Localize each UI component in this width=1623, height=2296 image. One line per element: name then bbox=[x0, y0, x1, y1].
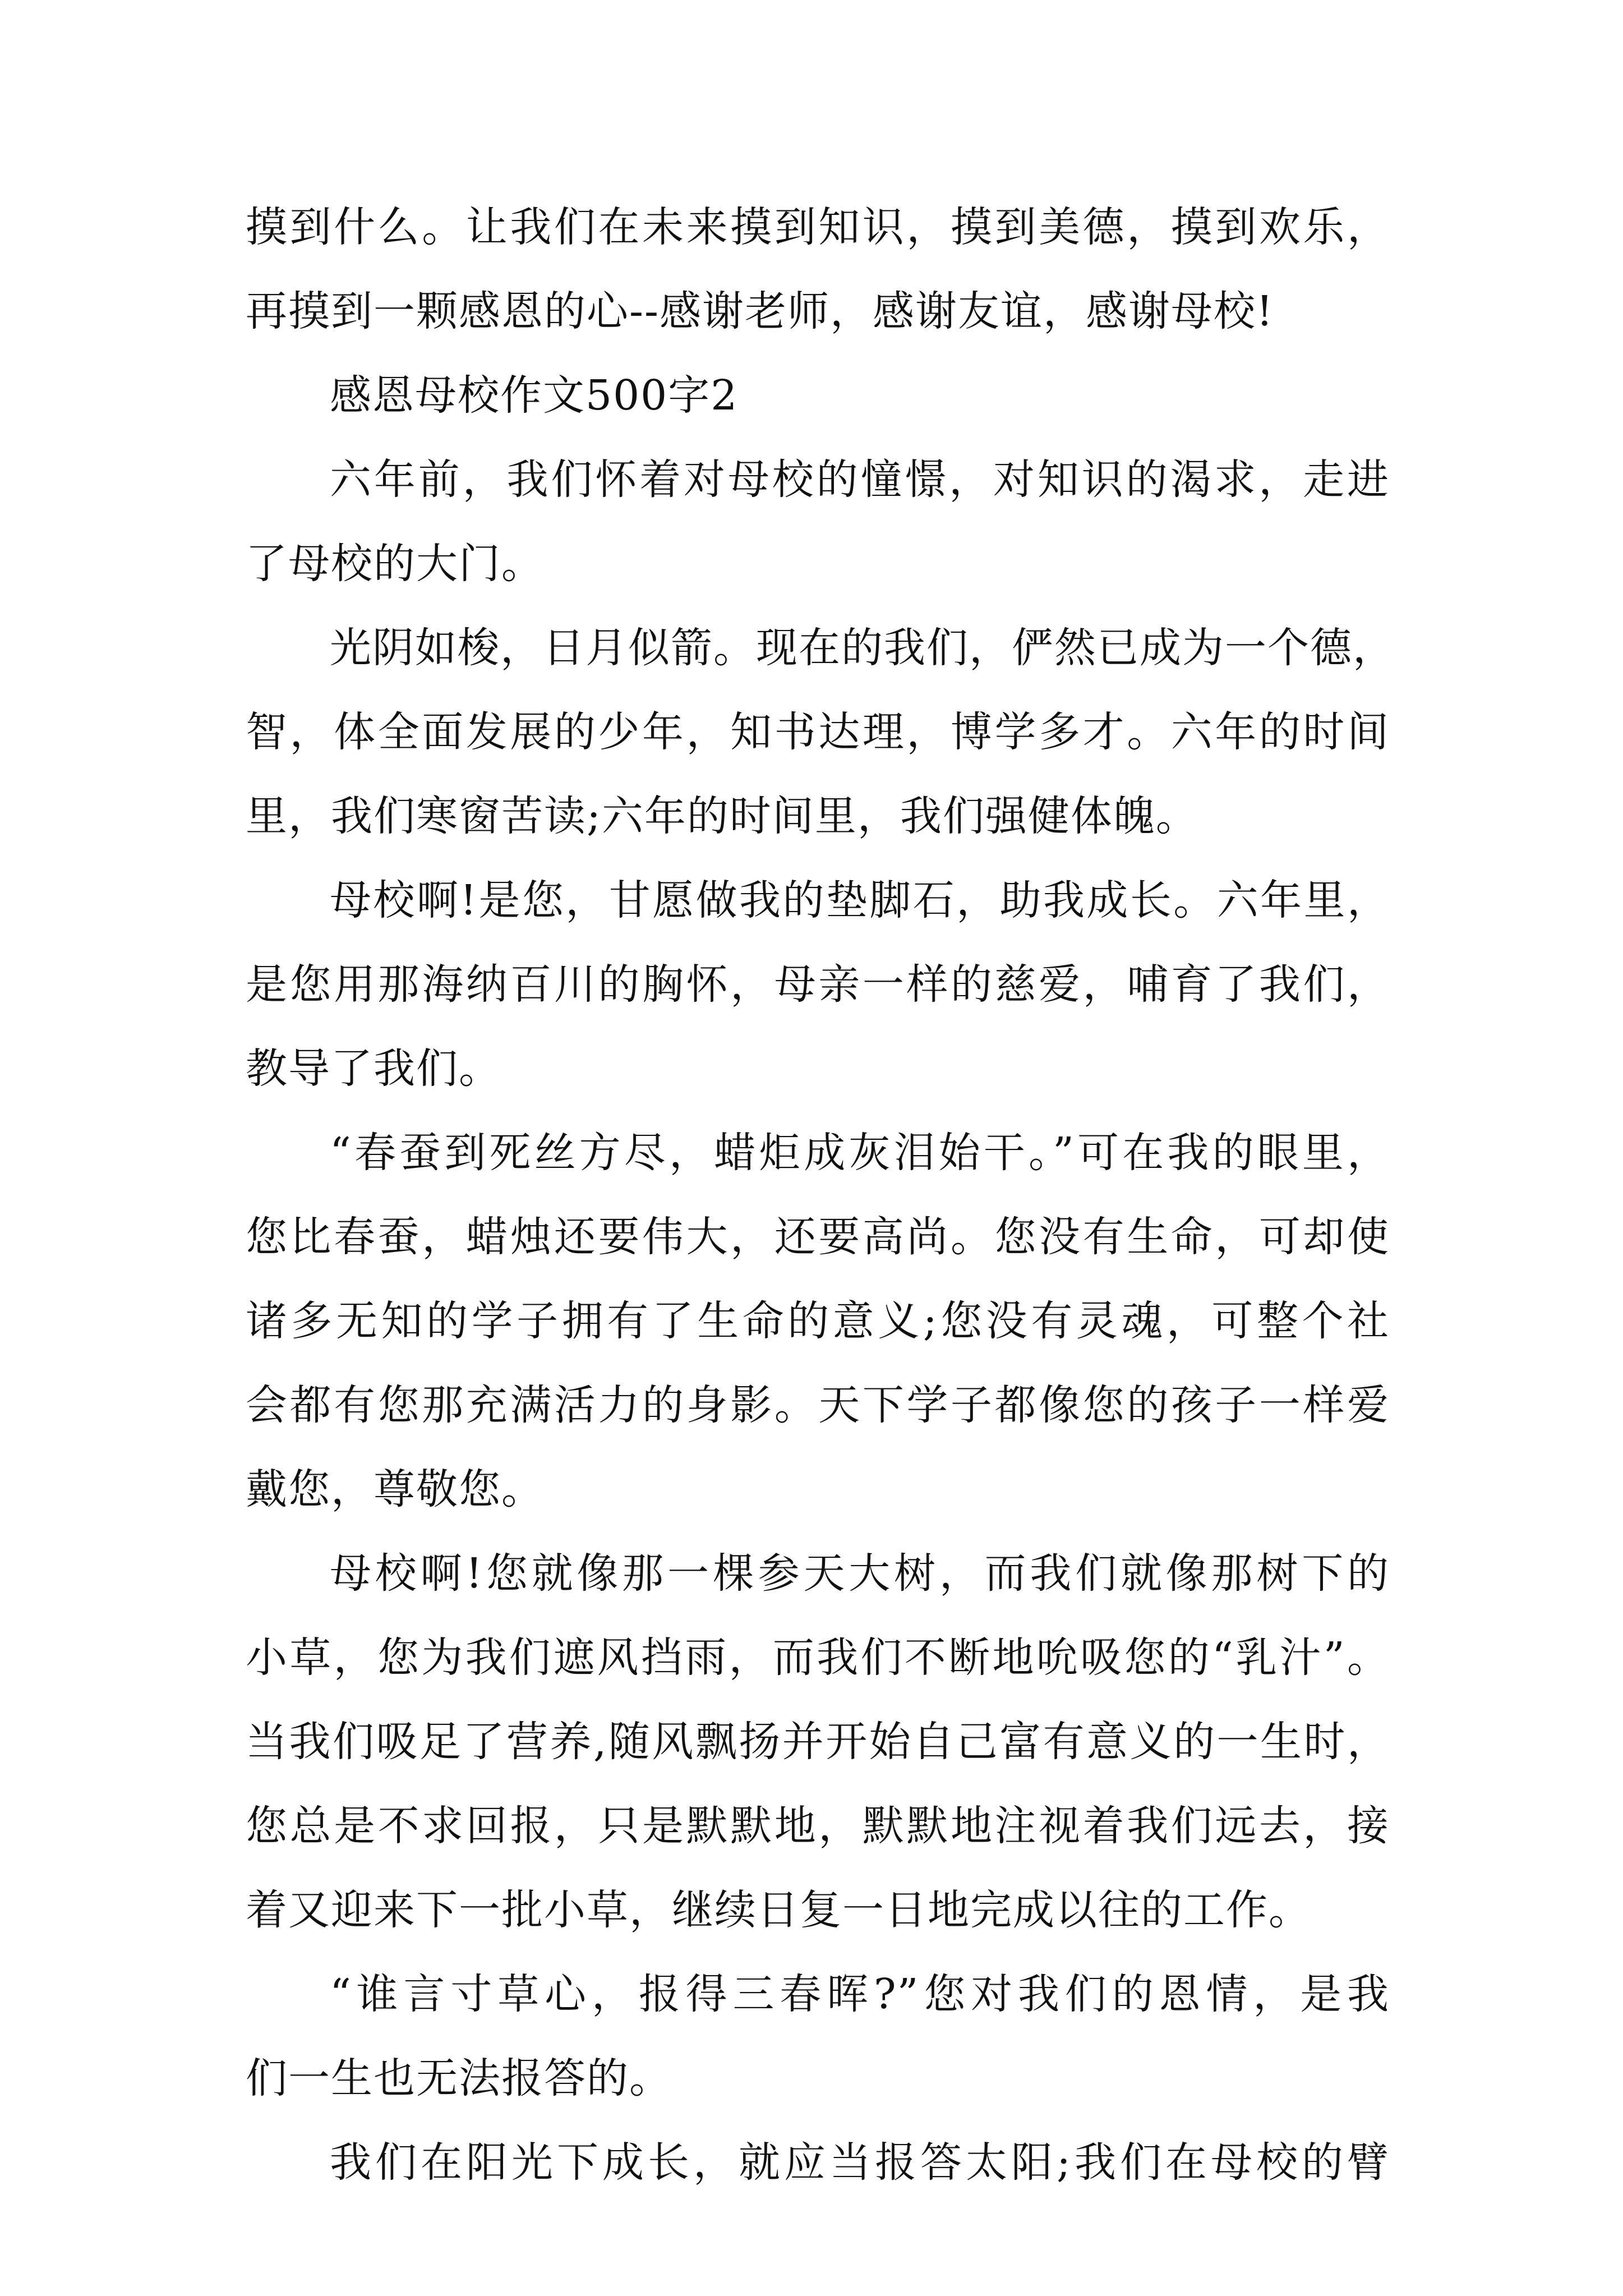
paragraph-line: 会都有您那充满活力的身影。天下学子都像您的孩子一样爱 bbox=[246, 1381, 1390, 1429]
paragraph-line: 摸到什么。让我们在未来摸到知识，摸到美德，摸到欢乐， bbox=[246, 203, 1390, 251]
paragraph-line: 再摸到一颗感恩的心--感谢老师，感谢友谊，感谢母校! bbox=[246, 287, 1274, 335]
paragraph-line: 们一生也无法报答的。 bbox=[246, 2054, 672, 2102]
section-heading: 感恩母校作文500字2 bbox=[330, 371, 739, 420]
paragraph-line: 戴您，尊敬您。 bbox=[246, 1465, 544, 1513]
paragraph-line: 诸多无知的学子拥有了生命的意义;您没有灵魂，可整个社 bbox=[246, 1297, 1390, 1345]
paragraph-line: 您总是不求回报，只是默默地，默默地注视着我们远去，接 bbox=[246, 1802, 1390, 1850]
paragraph-line: 六年前，我们怀着对母校的憧憬，对知识的渴求，走进 bbox=[330, 455, 1390, 504]
paragraph-line: 母校啊!您就像那一棵参天大树，而我们就像那树下的 bbox=[330, 1549, 1390, 1598]
paragraph-line: 了母校的大门。 bbox=[246, 540, 544, 588]
paragraph-line: “春蚕到死丝方尽，蜡炬成灰泪始干。”可在我的眼里， bbox=[330, 1129, 1390, 1177]
paragraph-line: 是您用那海纳百川的胸怀，母亲一样的慈爱，哺育了我们， bbox=[246, 960, 1390, 1009]
paragraph-line: 着又迎来下一批小草，继续日复一日地完成以往的工作。 bbox=[246, 1886, 1311, 1934]
paragraph-line: 小草，您为我们遮风挡雨，而我们不断地吮吸您的“乳汁”。 bbox=[246, 1634, 1390, 1682]
paragraph-line: 光阴如梭，日月似箭。现在的我们，俨然已成为一个德， bbox=[330, 624, 1395, 672]
paragraph-line: 里，我们寒窗苦读;六年的时间里，我们强健体魄。 bbox=[246, 792, 1198, 840]
paragraph-line: 我们在阳光下成长，就应当报答太阳;我们在母校的臂 bbox=[330, 2138, 1390, 2187]
paragraph-line: 教导了我们。 bbox=[246, 1045, 501, 1093]
paragraph-line: “谁言寸草心，报得三春晖?”您对我们的恩情，是我 bbox=[330, 1970, 1390, 2018]
paragraph-line: 您比春蚕，蜡烛还要伟大，还要高尚。您没有生命，可却使 bbox=[246, 1213, 1390, 1261]
paragraph-line: 母校啊!是您，甘愿做我的垫脚石，助我成长。六年里， bbox=[330, 876, 1390, 924]
paragraph-line: 当我们吸足了营养,随风飘扬并开始自己富有意义的一生时， bbox=[246, 1718, 1390, 1766]
paragraph-line: 智，体全面发展的少年，知书达理，博学多才。六年的时间 bbox=[246, 708, 1390, 756]
